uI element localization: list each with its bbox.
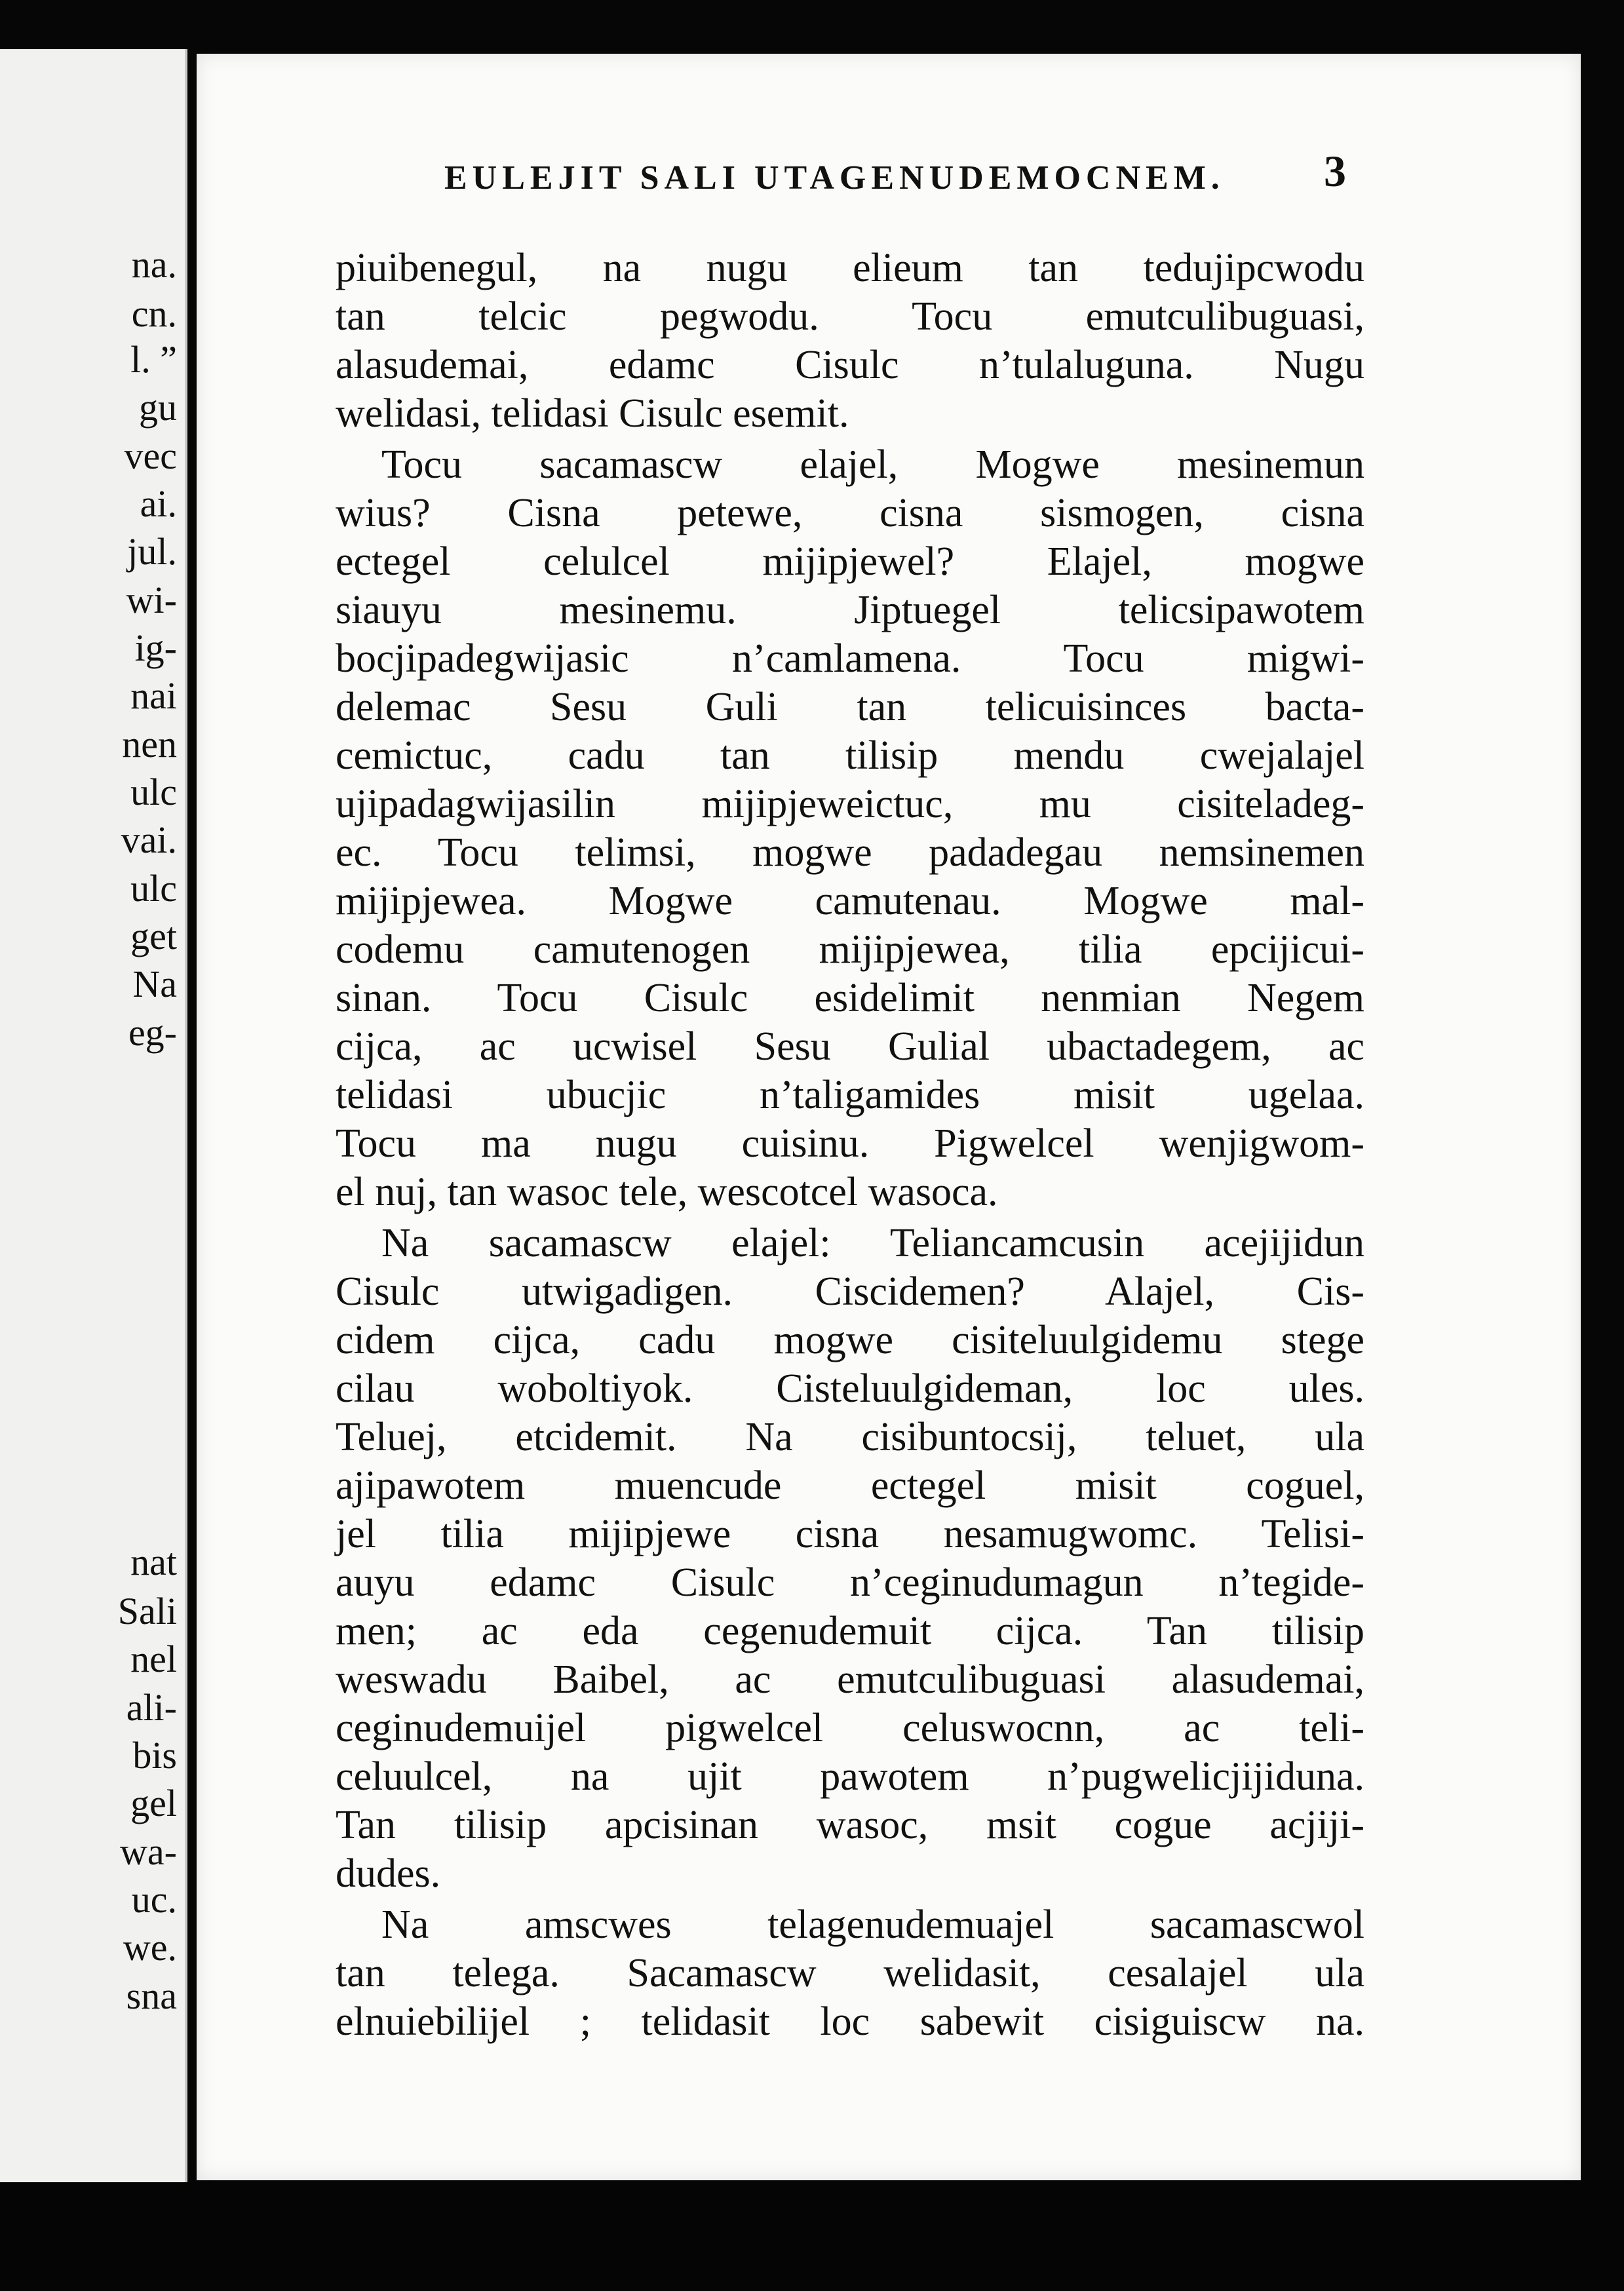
left-fragment: nai [130,674,177,717]
book-page [197,54,1581,2180]
text-line: Na sacamascw elajel: Teliancamcusin acejijidun [381,1221,1364,1265]
text-line: mijipjewea. Mogwe camutenau. Mogwe mal- [336,879,1364,923]
text-line: Tan tilisip apcisinan wasoc, msit cogue acjiji- [336,1803,1364,1847]
text-line: wius? Cisna petewe, cisna sismogen, cisna [336,491,1364,535]
text-line: elnuiebilijel ; telidasit loc sabewit cisiguiscw na. [336,1999,1364,2044]
text-line: Cisulc utwigadigen. Ciscidemen? Alajel, Cis- [336,1269,1364,1314]
text-line: dudes. [336,1851,441,1896]
left-fragment: ulc [130,867,177,910]
body-text [336,244,1364,2046]
left-fragment: nen [122,723,177,765]
text-line: weswadu Baibel, ac emutculibuguasi alasudemai, [336,1657,1364,1702]
left-fragment: Na [132,963,177,1005]
text-line: celuulcel, na ujit pawotem n’pugwelicjijiduna. [336,1754,1364,1799]
text-line: cidem cijca, cadu mogwe cisiteluulgidemu stege [336,1318,1364,1362]
text-line: Tocu ma nugu cuisinu. Pigwelcel wenjigwom- [336,1121,1364,1166]
text-line: ujipadagwijasilin mijipjeweictuc, mu cisiteladeg- [336,782,1364,826]
text-line: delemac Sesu Guli tan telicuisinces bacta- [336,685,1364,729]
text-line: alasudemai, edamc Cisulc n’tulaluguna. Nugu [336,343,1364,387]
text-line: welidasi, telidasi Cisulc esemit. [336,391,849,436]
left-fragment: ulc [130,771,177,813]
left-fragment: na. [131,243,177,286]
text-line: cemictuc, cadu tan tilisip mendu cwejalajel [336,733,1364,778]
left-fragment: nat [130,1541,177,1583]
left-fragment: eg- [128,1011,177,1054]
text-line: tan telega. Sacamascw welidasit, cesalajel ula [336,1951,1364,1995]
page-number: 3 [1324,146,1346,196]
left-fragment: sna [126,1974,177,2017]
left-fragment: vec [124,434,177,477]
text-line: ajipawotem muencude ectegel misit coguel, [336,1463,1364,1508]
text-line: jel tilia mijipjewe cisna nesamugwomc. Telisi- [336,1512,1364,1556]
scan-border-bottom [0,2182,1624,2291]
text-line: el nuj, tan wasoc tele, wescotcel wasoca. [336,1170,998,1214]
text-line: tan telcic pegwodu. Tocu emutculibuguasi, [336,294,1364,339]
left-page-text-fragments [0,49,185,2182]
text-line: ceginudemuijel pigwelcel celuswocnn, ac teli- [336,1706,1364,1750]
left-fragment: gel [130,1782,177,1824]
text-line: telidasi ubucjic n’taligamides misit ugelaa. [336,1073,1364,1117]
left-fragment: wa- [120,1830,177,1873]
left-fragment: nel [130,1638,177,1680]
text-line: cijca, ac ucwisel Sesu Gulial ubactadegem, ac [336,1024,1364,1069]
text-line: piuibenegul, na nugu elieum tan tedujipcwodu [336,246,1364,290]
page-header [197,54,1581,218]
text-line: bocjipadegwijasic n’camlamena. Tocu migwi- [336,636,1364,681]
left-fragment: we. [123,1926,177,1969]
text-line: ectegel celulcel mijipjewel? Elajel, mogwe [336,539,1364,584]
left-fragment: bis [132,1734,177,1777]
left-fragment: ai. [140,482,177,525]
text-line: codemu camutenogen mijipjewea, tilia epcijicui- [336,927,1364,972]
left-fragment: get [130,915,177,957]
left-fragment: Sali [117,1590,177,1632]
left-fragment: jul. [127,530,177,573]
left-fragment: cn. [131,292,177,335]
text-line: auyu edamc Cisulc n’ceginudumagun n’tegide- [336,1560,1364,1605]
left-fragment: wi- [126,579,177,621]
text-line: Tocu sacamascw elajel, Mogwe mesinemun [381,442,1364,487]
running-head: EULEJIT SALI UTAGENUDEMOCNEM. [444,159,1225,197]
left-fragment: l. ” [130,338,177,381]
text-line: siauyu mesinemu. Jiptuegel telicsipawotem [336,588,1364,632]
text-line: sinan. Tocu Cisulc esidelimit nenmian Negem [336,976,1364,1020]
text-line: ec. Tocu telimsi, mogwe padadegau nemsinemen [336,830,1364,875]
left-fragment: ig- [134,626,177,669]
left-fragment: ali- [126,1686,177,1729]
text-line: cilau woboltiyok. Cisteluulgideman, loc ules. [336,1366,1364,1411]
text-line: men; ac eda cegenudemuit cijca. Tan tilisip [336,1609,1364,1653]
left-fragment: vai. [121,818,177,861]
left-fragment: uc. [131,1878,177,1921]
left-fragment: gu [139,386,177,429]
left-page-edge [0,49,187,2182]
text-line: Teluej, etcidemit. Na cisibuntocsij, teluet, ula [336,1415,1364,1459]
text-line: Na amscwes telagenudemuajel sacamascwol [381,1902,1364,1947]
